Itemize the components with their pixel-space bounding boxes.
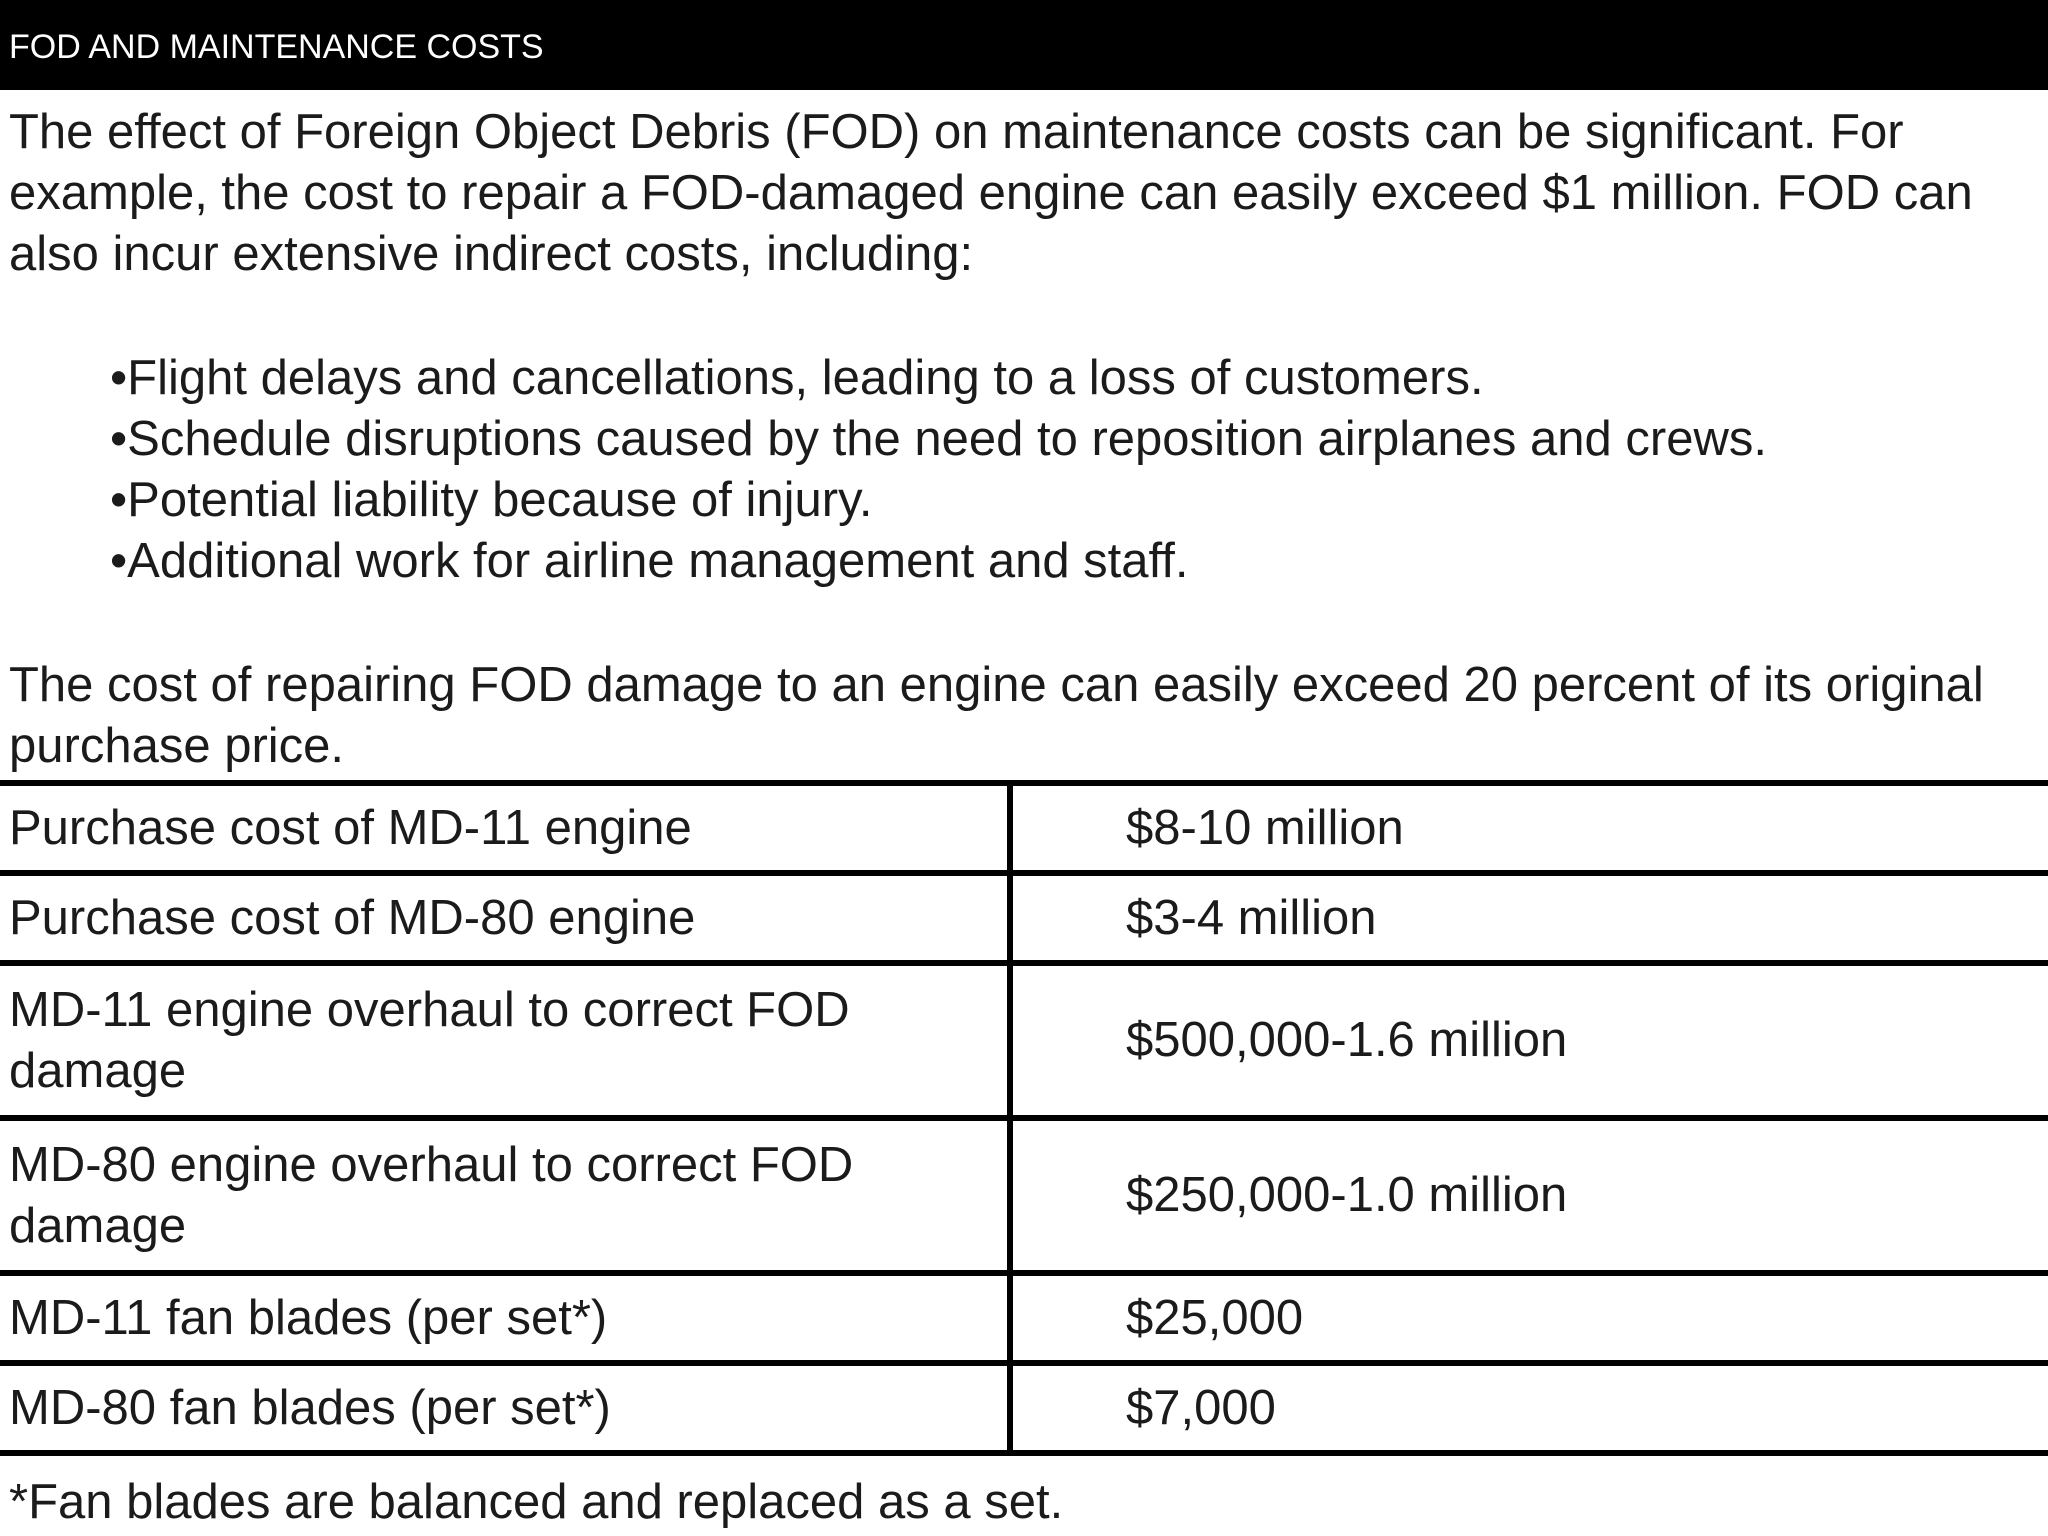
table-cell-label: Purchase cost of MD-80 engine bbox=[0, 873, 1010, 963]
list-item bbox=[110, 348, 1767, 409]
intro-paragraph: The effect of Foreign Object Debris (FOD) on maintenance costs can be significant. For example, the cost to repair a FOD-damaged engine can easily exceed $1 million. FOD can also incur extensive indirect costs, including: bbox=[9, 105, 1973, 281]
table-cell-value: $8-10 million bbox=[1010, 783, 2048, 873]
closing-paragraph: The cost of repairing FOD damage to an engine can easily exceed 20 percent of its original purchase price. bbox=[9, 658, 1984, 773]
table-row bbox=[0, 963, 2048, 1118]
table-cell-value: $25,000 bbox=[1010, 1273, 2048, 1363]
list-item-text: Potential liability because of injury. bbox=[127, 473, 873, 527]
cost-table bbox=[0, 780, 2048, 1456]
table-cell-value: $500,000-1.6 million bbox=[1010, 963, 2048, 1118]
table-cell-label: MD-80 engine overhaul to correct FOD damage bbox=[0, 1118, 1010, 1273]
list-item bbox=[110, 470, 1767, 531]
table-cell-label: Purchase cost of MD-11 engine bbox=[0, 783, 1010, 873]
table-row bbox=[0, 1118, 2048, 1273]
table-row bbox=[0, 783, 2048, 873]
table-row bbox=[0, 1363, 2048, 1453]
bullet-icon: • bbox=[110, 412, 128, 466]
list-item-text: Schedule disruptions caused by the need to reposition airplanes and crews. bbox=[127, 412, 1767, 466]
table-cell-value: $3-4 million bbox=[1010, 873, 2048, 963]
table-cell-label: MD-11 engine overhaul to correct FOD damage bbox=[0, 963, 1010, 1118]
table-cell-value: $250,000-1.0 million bbox=[1010, 1118, 2048, 1273]
list-item-text: Flight delays and cancellations, leading to a loss of customers. bbox=[127, 351, 1484, 405]
table-row bbox=[0, 873, 2048, 963]
bullet-icon: • bbox=[110, 351, 128, 405]
footnote: *Fan blades are balanced and replaced as a set. bbox=[9, 1475, 1064, 1529]
page-title: FOD AND MAINTENANCE COSTS bbox=[9, 28, 544, 66]
table-cell-label: MD-11 fan blades (per set*) bbox=[0, 1273, 1010, 1363]
table-row bbox=[0, 1273, 2048, 1363]
indirect-costs-list bbox=[110, 348, 1767, 592]
bullet-icon: • bbox=[110, 534, 128, 588]
list-item bbox=[110, 531, 1767, 592]
table-cell-label: MD-80 fan blades (per set*) bbox=[0, 1363, 1010, 1453]
list-item bbox=[110, 409, 1767, 470]
list-item-text: Additional work for airline management and staff. bbox=[127, 534, 1189, 588]
table-cell-value: $7,000 bbox=[1010, 1363, 2048, 1453]
bullet-icon: • bbox=[110, 473, 128, 527]
header-bar bbox=[0, 0, 2048, 90]
